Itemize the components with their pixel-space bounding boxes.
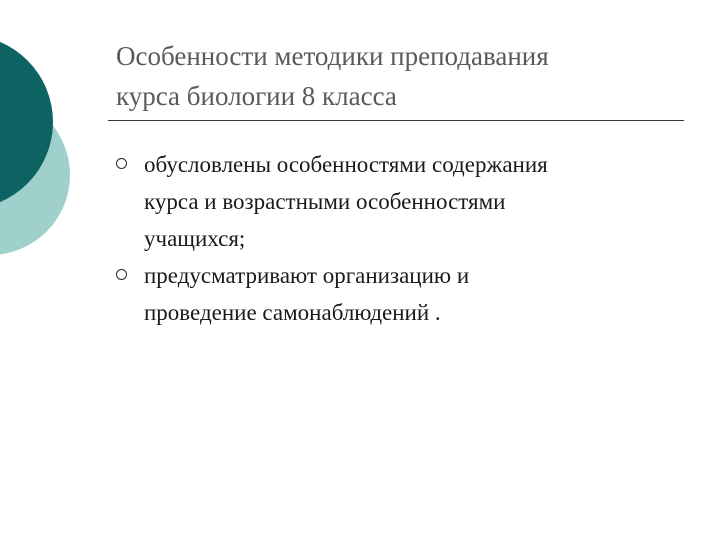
bullet-2-line-1: предусматривают организацию и: [144, 263, 470, 288]
bullet-1-line-3: учащихся;: [144, 226, 246, 251]
bullet-item-2: [116, 257, 686, 331]
title-line-2: курса биологии 8 класса: [116, 81, 397, 111]
bullet-1-line-1: обусловлены особенностями содержания: [144, 152, 548, 177]
hollow-circle-bullet-icon: [116, 158, 127, 169]
bullet-item-1: [116, 146, 686, 257]
hollow-circle-bullet-icon: [116, 269, 127, 280]
bullet-list: [116, 146, 686, 331]
title-underline: [108, 120, 684, 121]
bullet-2-line-2: проведение самонаблюдений .: [144, 300, 441, 325]
decorative-circles: [0, 0, 90, 300]
bullet-1-line-2: курса и возрастными особенностями: [144, 189, 506, 214]
slide-title: [116, 36, 696, 116]
title-line-1: Особенности методики преподавания: [116, 41, 549, 71]
